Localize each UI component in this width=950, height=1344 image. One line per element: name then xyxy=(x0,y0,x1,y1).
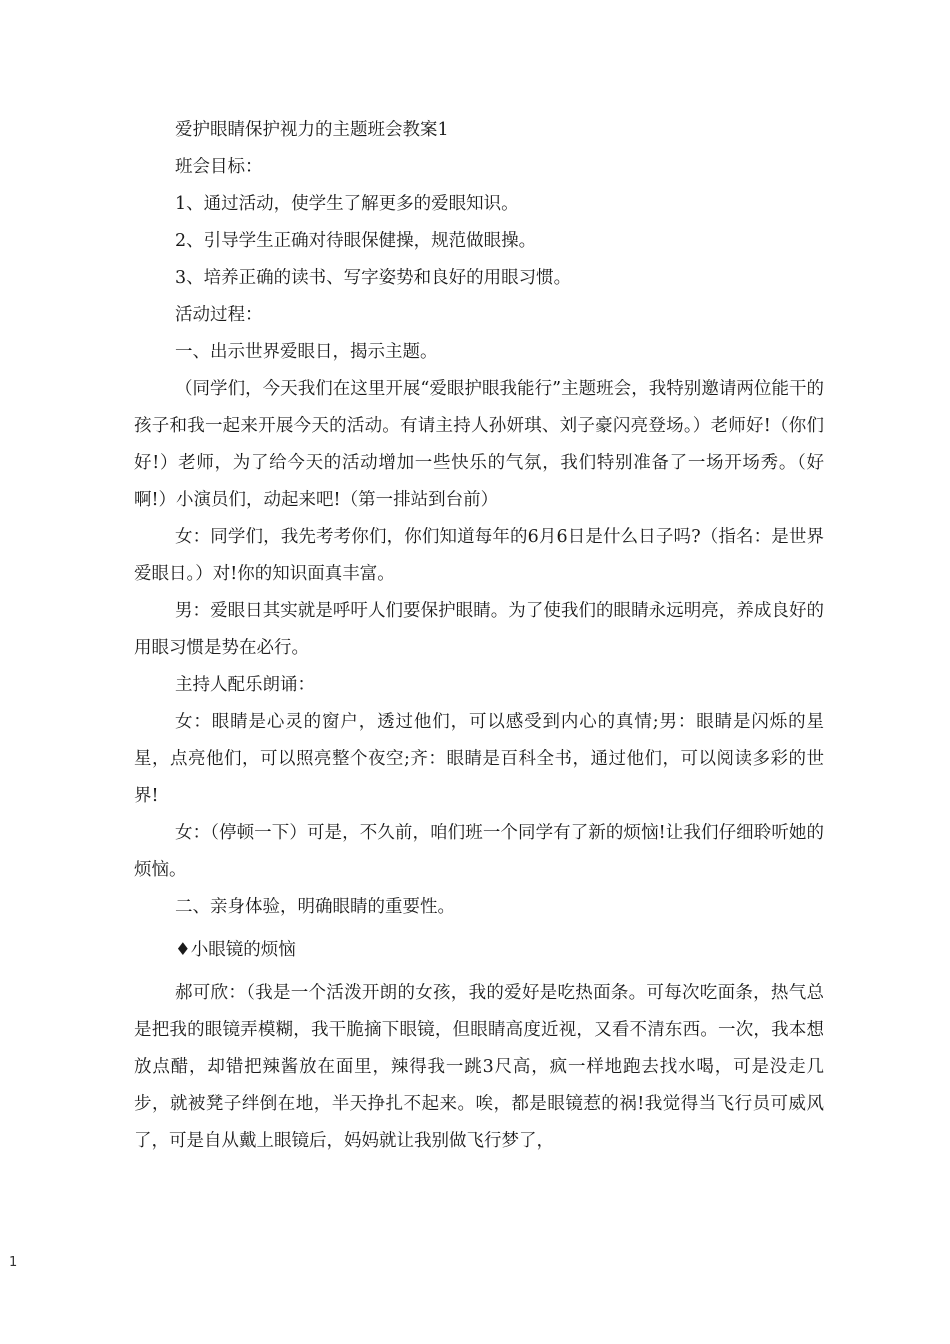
section-heading-goals: 班会目标： xyxy=(175,157,263,177)
goal-item-3: 3、培养正确的读书、写字姿势和良好的用眼习惯。 xyxy=(175,268,572,288)
paragraph-recitation: 女：眼睛是心灵的窗户，透过他们，可以感受到内心的真情;男：眼睛是闪烁的星星，点亮他们，可以照亮整个夜空;齐：眼睛是百科全书，通过他们，可以阅读多彩的世界! xyxy=(134,712,824,806)
paragraph-recitation-heading: 主持人配乐朗诵： xyxy=(175,675,315,695)
goal-item-1: 1、通过活动，使学生了解更多的爱眼知识。 xyxy=(175,194,519,214)
document-title: 爱护眼睛保护视力的主题班会教案1 xyxy=(175,120,449,140)
paragraph-male-host: 男：爱眼日其实就是呼吁人们要保护眼睛。为了使我们的眼睛永远明亮，养成良好的用眼习惯是势在必行。 xyxy=(134,601,824,658)
goal-item-2: 2、引导学生正确对待眼保健操，规范做眼操。 xyxy=(175,231,537,251)
paragraph-female-host-2: 女：（停顿一下）可是，不久前，咱们班一个同学有了新的烦恼!让我们仔细聆听她的烦恼。 xyxy=(134,823,824,880)
sub-heading-glasses: ♦小眼镜的烦恼 xyxy=(175,940,296,960)
paragraph-female-host-1: 女：同学们，我先考考你们，你们知道每年的6月6日是什么日子吗?（指名：是世界爱眼日。）对!你的知识面真丰富。 xyxy=(134,527,824,584)
step-heading-2: 二、亲身体验，明确眼睛的重要性。 xyxy=(175,897,455,917)
paragraph-story: 郝可欣：（我是一个活泼开朗的女孩，我的爱好是吃热面条。可每次吃面条，热气总是把我的眼镜弄模糊，我干脆摘下眼镜，但眼睛高度近视，又看不清东西。一次，我本想放点醋，却错把辣酱放在面里，辣得我一跳3尺高，疯一样地跑去找水喝，可是没走几步，就被凳子绊倒在地，半天挣扎不起来。唉，都是眼镜惹的祸!我觉得当飞行员可威风了，可是自从戴上眼镜后，妈妈就让我别做飞行梦了， xyxy=(134,983,824,1151)
section-heading-process: 活动过程： xyxy=(175,305,263,325)
step-heading-1: 一、出示世界爱眼日，揭示主题。 xyxy=(175,342,438,362)
page-number: 1 xyxy=(9,1255,18,1270)
paragraph-opening: （同学们，今天我们在这里开展“爱眼护眼我能行”主题班会，我特别邀请两位能干的孩子和我一起来开展今天的活动。有请主持人孙妍琪、刘子豪闪亮登场。）老师好!（你们好!）老师，为了给今天的活动增加一些快乐的气氛，我们特别准备了一场开场秀。（好啊!）小演员们，动起来吧!（第一排站到台前） xyxy=(134,379,824,510)
document-body xyxy=(134,112,824,1160)
